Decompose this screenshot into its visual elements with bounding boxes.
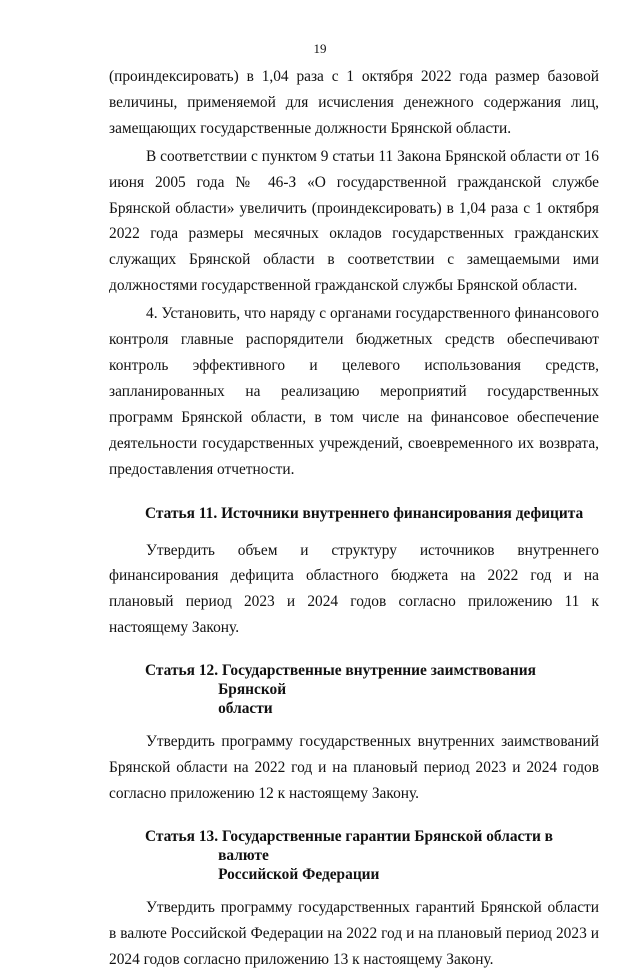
article-13-body: Утвердить программу государственных гарантий Брянской области в валюте Российской Федерации на 2022 год и на плановый период 2023 и 2024 годов согласно приложению 13 к настоящему Закону. <box>109 898 599 968</box>
article-12-heading <box>109 661 599 718</box>
paragraph-item-4: 4. Установить, что наряду с органами государственного финансового контроля главные распорядители бюджетных средств обеспечивают контроль эффективного и целевого использования средств, запланированных на реализацию мероприятий государственных программ Брянской области, в том числе на финансовое обеспечение деятельности государственных учреждений, своевременного их возврата, предоставления отчетности. <box>109 305 599 478</box>
article-label: Статья 11. <box>145 504 218 522</box>
article-label: Статья 12. <box>145 662 219 680</box>
article-11-body: Утвердить объем и структуру источников внутреннего финансирования дефицита областного бюджета на 2022 год и на плановый период 2023 и 2024 годов согласно приложению 11 к настоящему Закону. <box>109 541 599 637</box>
article-title-line2: области <box>218 700 273 718</box>
article-title: Источники внутреннего финансирования дефицита <box>221 504 584 522</box>
document-body <box>109 64 599 973</box>
article-title-line2: Российской Федерации <box>218 865 380 883</box>
article-12-body: Утвердить программу государственных внутренних заимствований Брянской области на 2022 год и на плановый период 2023 и 2024 годов согласно приложению 12 к настоящему Закону. <box>109 733 599 802</box>
paragraph-continuation: (проиндексировать) в 1,04 раза с 1 октября 2022 года размер базовой величины, применяемой для исчисления денежного содержания лиц, замещающих государственные должности Брянской области. <box>109 68 599 137</box>
article-label: Статья 13. <box>145 827 219 845</box>
article-title-line1: Государственные гарантии Брянской области в валюте <box>218 827 553 864</box>
article-13-heading <box>109 827 599 884</box>
page-number: 19 <box>313 41 327 56</box>
paragraph: В соответствии с пунктом 9 статьи 11 Закона Брянской области от 16 июня 2005 года № 46-З «О государственной гражданской службе Брянской области» увеличить (проиндексировать) в 1,04 раза с 1 октября 2022 года размеры месячных окладов государственных гражданских служащих Брянской области в соответствии с замещаемыми ими должностями государственной гражданской службы Брянской области. <box>109 147 599 295</box>
article-title-line1: Государственные внутренние заимствования Брянской <box>218 662 536 699</box>
article-11-heading <box>109 504 599 523</box>
